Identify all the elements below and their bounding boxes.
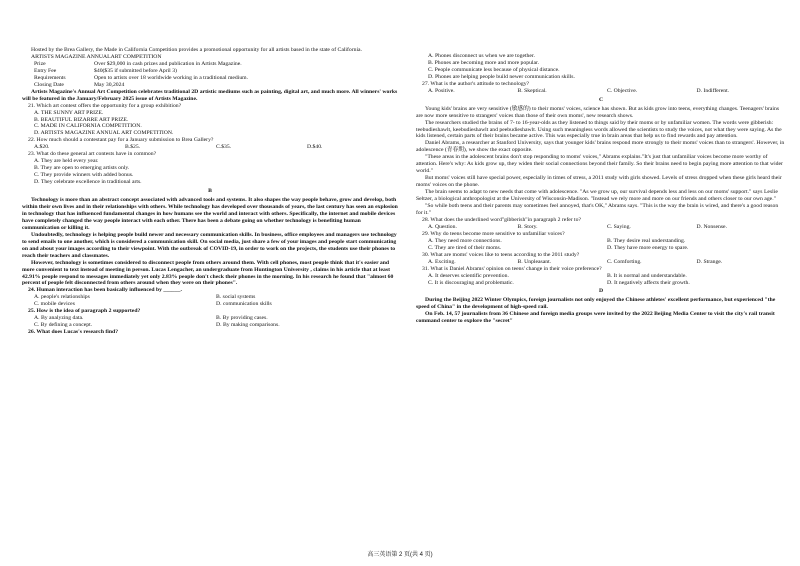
question-29-option: B. They desire real understanding. bbox=[607, 237, 686, 244]
question-28-options bbox=[416, 224, 786, 231]
question-24-option: C. mobile devices bbox=[34, 301, 75, 308]
question-27-options bbox=[416, 88, 786, 95]
question-26-option: B. Phones are becoming more and more popular. bbox=[428, 59, 540, 66]
question-25-options bbox=[22, 315, 398, 329]
page-footer: 高三英语第 2 页(共 4 页) bbox=[367, 552, 433, 558]
question-25-option: A. By analyzing data. bbox=[34, 315, 84, 322]
question-26-option: D. Phones are helping people build newer communication skills. bbox=[428, 73, 575, 80]
question-22-option: C.$35. bbox=[216, 144, 232, 151]
question-29-option: C. They are tired of their moms. bbox=[428, 244, 502, 251]
question-29-stem: 29. Why do teens become more sensitive to unfamiliar voices? bbox=[422, 230, 565, 237]
question-22-options bbox=[22, 144, 398, 151]
passage-d-paragraph: On Feb. 14, 57 journalists from 36 Chinese and foreign media groups were invited by the 2022 Beijing Media Center to visit the city's rail transit command center to explore the "secret" bbox=[416, 311, 775, 325]
question-25-option: C. By defining a concept. bbox=[34, 322, 93, 329]
question-30-option: D. Strange. bbox=[696, 258, 723, 265]
question-23-stem: 23. What do these general art contests have in common? bbox=[28, 151, 157, 158]
section-d-heading: D bbox=[598, 288, 604, 295]
passage-c-paragraph: The brain seems to adapt to new needs that come with adolescence. "As we grow up, our survival depends less and less on our moms' support." says Leslie Seltzer, a biological anthropologist at the University of Wisconsin-Madison. "Instead we rely more and more on our friends and others closer to our own age." bbox=[416, 189, 778, 203]
passage-c-paragraph: "So while both teens and their parents may sometimes feel annoyed, that's OK," Abrams says. "This is the way the brain is wired, and there's a good reason for it." bbox=[416, 203, 779, 216]
passage-a-table bbox=[34, 61, 398, 89]
question-30-stem: 30. What are moms' voices like to teens according to the 2011 study? bbox=[422, 251, 580, 258]
table-value: May 30,2024 bbox=[94, 81, 125, 88]
section-c-heading: C bbox=[598, 96, 604, 103]
question-30-option: A. Exciting. bbox=[428, 258, 456, 265]
question-25-stem: 25. How is the idea of paragraph 2 supported? bbox=[28, 308, 141, 315]
question-23-option: B. They are open to emerging artists only. bbox=[34, 165, 130, 172]
question-27-option: D. Indifferent. bbox=[696, 87, 730, 94]
passage-c-paragraph: The researchers studied the brains of 7- to 16-year-olds as they listened to things said by their moms or by unfamiliar women. The words were gibberish: teebudieshawlt, keebudieshawlt and peebudieshawlt. Using such meaningless words allowed the scientists to study the voices, not what they were saying. As the kids listened, certain parts of their brains became active. This was especially true in brain areas that help us to find rewards and pay attention. bbox=[416, 119, 782, 140]
question-25-option: D. By making comparisons. bbox=[216, 322, 280, 329]
question-29-option: A. They need more connections. bbox=[428, 237, 502, 244]
question-23-option: A. They are held every year. bbox=[34, 158, 99, 165]
question-25-option: B. By providing cases. bbox=[216, 315, 268, 322]
question-24-option: A. people's relationships bbox=[34, 294, 90, 301]
passage-a-body: Artists Magazine's Annual Art Competition celebrates traditional 2D artistic mediums such as painting, digital art, and much more. All winners' works will be featured in the January/February 2025 issue of Artists Magazine. bbox=[22, 88, 398, 102]
question-28-option: A. Question. bbox=[428, 223, 457, 230]
question-24-option: B. social systems bbox=[216, 294, 256, 301]
question-31-option: A. It deserves scientific prevention. bbox=[428, 272, 509, 279]
question-29-options bbox=[416, 238, 786, 252]
question-26-option: C. People communicate less because of physical distance. bbox=[428, 66, 560, 73]
table-value: Open to artists over 18 worldwide working in a traditional medium. bbox=[94, 74, 249, 81]
question-27-option: B. Skeptical. bbox=[517, 87, 547, 94]
question-28-option: B. Story. bbox=[517, 223, 538, 230]
question-27-option: C. Objective. bbox=[607, 87, 638, 94]
right-column bbox=[416, 0, 786, 325]
question-31-options bbox=[416, 273, 786, 287]
question-31-option: B. It is normal and understandable. bbox=[607, 272, 687, 279]
question-31-stem: 31. What is Daniel Abrams' opinion on teens' change in their voice preference? bbox=[422, 265, 602, 272]
question-22-option: B.$25. bbox=[125, 144, 141, 151]
question-23-option: D. They celebrate excellence in traditional arts. bbox=[34, 179, 142, 186]
question-24-option: D. communication skills bbox=[216, 301, 272, 308]
question-21-option: D. ARTISTS MAGAZINE ANNUAL ART COMPETITION. bbox=[34, 130, 174, 137]
question-30-option: B. Unpleasant. bbox=[517, 258, 552, 265]
question-21-option: C. MADE IN CALIFORNIA COMPETITION. bbox=[34, 123, 142, 130]
question-22-stem: 22. How much should a contestant pay for a January submission to Brea Gallery? bbox=[28, 137, 214, 144]
question-29-option: D. They have more energy to spare. bbox=[607, 244, 689, 251]
passage-c-paragraph: "These areas in the adolescent brains don't stop responding to moms' voices," Abrams explains."It's just that unfamiliar voices become more worthy of attention. Here's why: As kids grow up, they widen their social connections beyond their family. So their brains need to begin paying more attention to that wider world." bbox=[416, 154, 783, 175]
left-column bbox=[22, 0, 398, 336]
passage-b-paragraph: Undoubtedly, technology is helping people build newer and necessary communication skills. In business, office employees and managers use technology to send emails to one another, which is considered a communication skill. On social media, just share a few of your images and people start communicating on and about your images according to their viewpoint. With the outbreak of COVID-19, in order to work on the projects, the students use their phones to reach their teachers and classmates. bbox=[22, 231, 397, 259]
table-label: Prize bbox=[34, 60, 46, 67]
passage-d-paragraph: During the Beijing 2022 Winter Olympics, foreign journalists not only enjoyed the Chinese athletes' excellent performance, but experienced "the speed of China" in the development of high-speed rail. bbox=[416, 297, 776, 311]
question-30-option: C. Comforting. bbox=[607, 258, 642, 265]
table-value: Over $29,000 in cash prizes and publication in Artists Magazine. bbox=[94, 60, 242, 67]
passage-c-paragraph: But moms' voices still have special power, especially in times of stress, a 2011 study with girls showed. Levels of stress dropped when these girls heard their moms' voices on the phone. bbox=[416, 175, 782, 189]
question-26-option: A. Phones disconnect us when we are together. bbox=[428, 53, 535, 59]
question-22-option: A.$20. bbox=[34, 144, 50, 151]
question-28-stem: 28. What does the underlined word"gibberish"in paragraph 2 refer to? bbox=[422, 216, 581, 223]
passage-a-title: ARTISTS MAGAZINE ANNUALART COMPETITION bbox=[31, 53, 162, 60]
question-21-stem: 21. Which art contest offers the opportunity for a group exhibition? bbox=[28, 102, 182, 109]
section-b-heading: B bbox=[208, 188, 212, 195]
passage-b-paragraph: Technology is more than an abstract concept associated with advanced tools and systems. It also shapes the way people behave, grow and develop, both within their own lives and in their relationships with others. While technology has developed over thousands of years, the last century has seen an explosion in technology that has influenced fundamental changes in how humans see the world and interact with others. Specifically, the internet and mobile devices have completely changed the way people interact with each other. There has been a debate going on whether technology is benefiting human communication or killing it. bbox=[22, 197, 398, 231]
passage-a-intro: Hosted by the Brea Gallery, the Made in California Competition provides a promotional opportunity for all artists based in the state of California. bbox=[31, 47, 363, 53]
question-26-stem: 26. What does Lucas's research find? bbox=[28, 329, 119, 336]
question-27-stem: 27. What is the author's attitude to technology? bbox=[422, 80, 530, 87]
table-label: Entry Fee bbox=[34, 67, 57, 74]
question-28-option: C. Saying. bbox=[607, 223, 631, 230]
passage-c-paragraph: Daniel Abrams, a researcher at Stanford University, says that younger kids' brains respond more strongly to their moms' voices than to strangers'. However, in adolescence (青春期), we show the exact opposite. bbox=[416, 140, 785, 154]
question-28-option: D. Nonsense. bbox=[696, 223, 727, 230]
question-27-option: A. Positive. bbox=[428, 87, 455, 94]
question-21-option: A. THE SUNNY ART PRIZE. bbox=[34, 109, 104, 116]
passage-b-paragraph: However, technology is sometimes considered to disconnect people from others around them. With cell phones, most people think that it's easier and more convenient to text instead of meeting in person. Lucas Lengacher, an undergraduate from Huntington University , claims in his article that at least 42.91% people respond to messages immediately yet only 2.83% people don't check their phones in the morning. In his research he found that "almost 60 percent of people felt disconnected from others around when they were on their phones". bbox=[22, 259, 394, 287]
question-24-options bbox=[22, 294, 398, 308]
question-31-option: D. It negatively affects their growth. bbox=[607, 279, 690, 286]
question-30-options bbox=[416, 259, 786, 266]
table-value: $40($35 if submitted before April 3) bbox=[94, 67, 177, 74]
table-label: Requirements bbox=[34, 74, 66, 81]
question-21-option: B. BEAUTIFUL BIZARRE ART PRIZE. bbox=[34, 116, 129, 123]
passage-c-paragraph: Young kids' brains are very sensitive (敏感的) to their moms' voices, science has shown. But as kids grow into teens, everything changes. Teenagers' brains are now more sensitive to strangers' voices than those of their own moms', new research shows. bbox=[416, 105, 780, 119]
question-31-option: C. It is discouraging and problematic. bbox=[428, 279, 514, 286]
table-label: Closing Date bbox=[34, 81, 64, 88]
question-23-option: C. They provide winners with added bonus. bbox=[34, 172, 134, 179]
question-22-option: D.$40. bbox=[307, 144, 323, 151]
question-24-stem: 24. Human interaction has been basically influenced by ______. bbox=[28, 287, 182, 294]
